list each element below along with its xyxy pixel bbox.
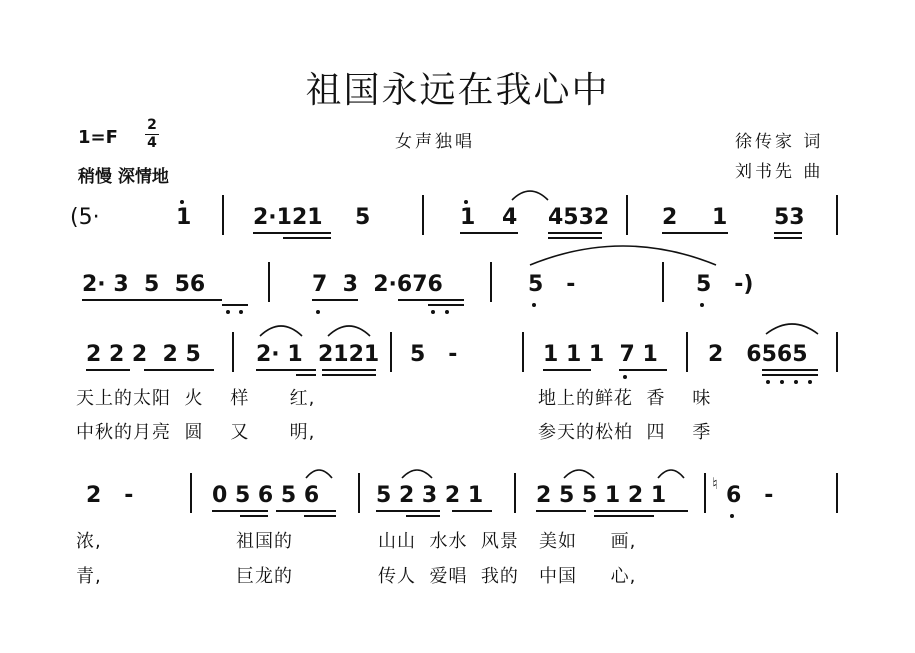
natural-sign: ♮ bbox=[712, 474, 718, 493]
notation-note: 4 bbox=[502, 205, 518, 230]
low-octave-dot bbox=[226, 310, 230, 314]
notation-measure: 2 5 5 1 2 1 bbox=[536, 483, 667, 508]
low-octave-dot bbox=[780, 380, 784, 384]
high-octave-dot bbox=[180, 200, 184, 204]
beam-line bbox=[304, 515, 336, 517]
slur-mark bbox=[510, 188, 550, 202]
beam-line bbox=[253, 232, 283, 234]
tempo-marking: 稍慢 深情地 bbox=[78, 167, 169, 187]
notation-note: 1 bbox=[460, 205, 476, 230]
beam-line bbox=[548, 232, 602, 234]
low-octave-dot bbox=[700, 303, 704, 307]
bar-line bbox=[390, 332, 392, 372]
lyric-line: 山山 水水 风景 美如 画, bbox=[378, 531, 637, 552]
beam-line bbox=[774, 237, 802, 239]
beam-line bbox=[276, 510, 336, 512]
low-octave-dot bbox=[532, 303, 536, 307]
notation-note: 53 bbox=[774, 205, 805, 230]
beam-line bbox=[662, 232, 728, 234]
performance-type: 女声独唱 bbox=[395, 132, 475, 152]
notation-intro: (5· bbox=[70, 205, 100, 230]
beam-line bbox=[283, 232, 331, 234]
low-octave-dot bbox=[730, 514, 734, 518]
notation-note: 1 bbox=[712, 205, 728, 230]
slur-mark bbox=[326, 322, 372, 338]
notation-measure: 5 -) bbox=[696, 272, 754, 297]
lyric-line: 中秋的月亮 圆 又 明, bbox=[76, 422, 316, 443]
lyric-line: 浓, bbox=[76, 531, 102, 552]
beam-line bbox=[619, 369, 667, 371]
lyric-line: 参天的松柏 四 季 bbox=[538, 422, 712, 443]
notation-measure: 4532 bbox=[548, 205, 610, 230]
beam-line bbox=[296, 374, 316, 376]
notation-measure: 5 - bbox=[528, 272, 576, 297]
bar-line bbox=[222, 195, 224, 235]
beam-line bbox=[774, 232, 802, 234]
beam-line bbox=[398, 299, 464, 301]
slur-mark bbox=[656, 466, 686, 480]
beam-line bbox=[212, 510, 268, 512]
bar-line bbox=[662, 262, 664, 302]
lyric-line: 地上的鲜花 香 味 bbox=[538, 388, 712, 409]
notation-measure: 2 - bbox=[86, 483, 134, 508]
composer-credit: 刘书先 曲 bbox=[735, 162, 824, 182]
low-octave-dot bbox=[445, 310, 449, 314]
bar-line bbox=[358, 473, 360, 513]
lyricist-credit: 徐传家 词 bbox=[735, 132, 824, 152]
notation-measure: 2· 1 2121 bbox=[256, 342, 380, 367]
beam-line bbox=[594, 515, 654, 517]
notation-measure: 5 2 3 2 1 bbox=[376, 483, 484, 508]
key-signature: 1=F bbox=[78, 127, 118, 148]
bar-line bbox=[422, 195, 424, 235]
bar-line bbox=[514, 473, 516, 513]
slur-mark bbox=[304, 466, 334, 480]
lyric-line: 传人 爱唱 我的 中国 心, bbox=[378, 566, 637, 587]
notation-measure: 7 3 2·676 bbox=[312, 272, 443, 297]
lyric-line: 天上的太阳 火 样 红, bbox=[76, 388, 316, 409]
beam-line bbox=[256, 369, 316, 371]
beam-line bbox=[762, 374, 818, 376]
time-signature bbox=[145, 117, 159, 152]
beam-line bbox=[82, 299, 222, 301]
low-octave-dot bbox=[808, 380, 812, 384]
low-octave-dot bbox=[239, 310, 243, 314]
bar-line bbox=[190, 473, 192, 513]
notation-measure: 2· 3 5 56 bbox=[82, 272, 206, 297]
bar-line bbox=[268, 262, 270, 302]
beam-line bbox=[322, 369, 376, 371]
notation-note: 5 bbox=[355, 205, 371, 230]
low-octave-dot bbox=[766, 380, 770, 384]
slur-mark bbox=[400, 466, 434, 480]
notation-measure: 0 5 6 5 6 bbox=[212, 483, 320, 508]
beam-line bbox=[428, 304, 464, 306]
notation-measure: 1 1 1 7 1 bbox=[543, 342, 658, 367]
time-signature-bottom: 4 bbox=[145, 134, 159, 152]
beam-line bbox=[312, 299, 358, 301]
beam-line bbox=[406, 515, 440, 517]
time-signature-top: 2 bbox=[147, 117, 157, 133]
bar-line bbox=[836, 332, 838, 372]
low-octave-dot bbox=[316, 310, 320, 314]
bar-line bbox=[490, 262, 492, 302]
song-title: 祖国永远在我心中 bbox=[305, 70, 610, 111]
low-octave-dot bbox=[794, 380, 798, 384]
notation-measure: 6 - bbox=[726, 483, 774, 508]
bar-line bbox=[704, 473, 706, 513]
slur-mark bbox=[562, 466, 596, 480]
notation-measure: 2 2 2 2 5 bbox=[86, 342, 201, 367]
bar-line bbox=[686, 332, 688, 372]
beam-line bbox=[543, 369, 591, 371]
beam-line bbox=[594, 510, 688, 512]
tie-mark bbox=[528, 237, 718, 267]
notation-measure: 5 - bbox=[410, 342, 458, 367]
beam-line bbox=[536, 510, 586, 512]
beam-line bbox=[240, 515, 268, 517]
bar-line bbox=[836, 473, 838, 513]
lyric-line: 祖国的 bbox=[236, 531, 293, 552]
slur-mark bbox=[764, 320, 820, 336]
beam-line bbox=[376, 510, 440, 512]
beam-line bbox=[86, 369, 130, 371]
beam-line bbox=[322, 374, 376, 376]
notation-measure: 2 6565 bbox=[708, 342, 808, 367]
bar-line bbox=[232, 332, 234, 372]
lyric-line: 巨龙的 bbox=[236, 566, 293, 587]
low-octave-dot bbox=[431, 310, 435, 314]
lyric-line: 青, bbox=[76, 566, 102, 587]
beam-line bbox=[452, 510, 492, 512]
notation-note: 1 bbox=[176, 205, 192, 230]
slur-mark bbox=[258, 322, 304, 338]
beam-line bbox=[144, 369, 214, 371]
bar-line bbox=[626, 195, 628, 235]
notation-measure: 2·121 bbox=[253, 205, 323, 230]
beam-line bbox=[222, 304, 248, 306]
high-octave-dot bbox=[464, 200, 468, 204]
beam-line bbox=[460, 232, 518, 234]
notation-note: 2 bbox=[662, 205, 678, 230]
bar-line bbox=[836, 195, 838, 235]
beam-line bbox=[283, 237, 331, 239]
beam-line bbox=[762, 369, 818, 371]
low-octave-dot bbox=[623, 375, 627, 379]
bar-line bbox=[522, 332, 524, 372]
